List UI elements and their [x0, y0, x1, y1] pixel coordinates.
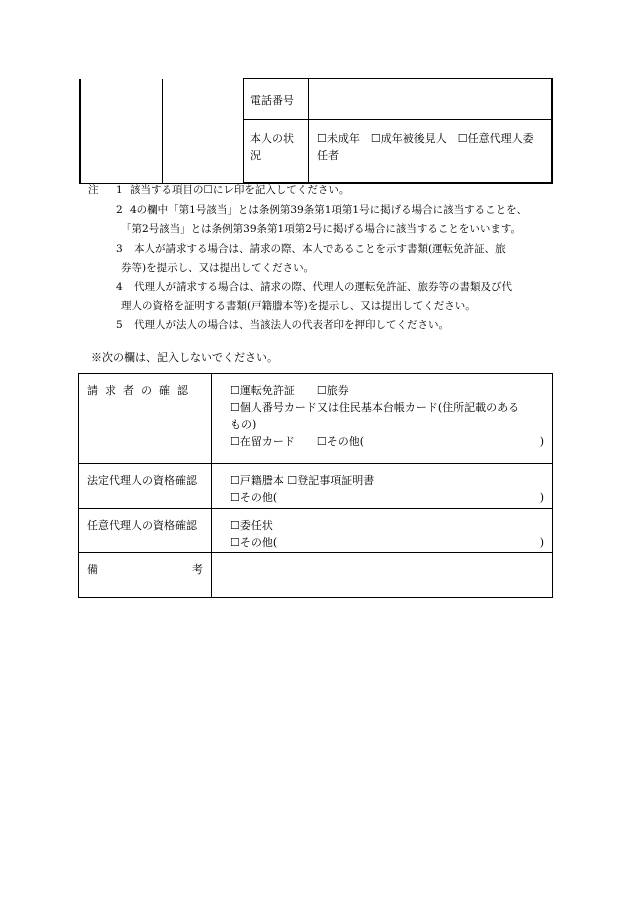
status-options-line1[interactable]: ☐未成年 ☐成年被後見人 ☐任意代理人委	[317, 132, 534, 145]
note-5: 5 代理人が法人の場合は、当該法人の代表者印を押印してください。	[116, 319, 449, 331]
requester-check-options	[212, 374, 553, 464]
status-options-line2: 任者	[317, 149, 339, 162]
note-3-cont: 券等)を提示し、又は提出してください。	[121, 262, 315, 274]
requester-line3: もの)	[230, 418, 257, 431]
note-2-cont: 「第2号該当」とは条例第39条第1項第2号に掲げる場合に該当することをいいます。	[121, 223, 522, 235]
blank-cell-1	[80, 79, 163, 184]
requester-check-label: 請求者の確認	[79, 374, 212, 464]
office-use-note: ※次の欄は、記入しないでください。	[91, 351, 278, 364]
legal-agent-line2: ☐その他( )	[230, 491, 544, 504]
upper-form-table	[79, 78, 553, 184]
note-1: 注 1 該当する項目の☐にレ印を記入してください。	[88, 181, 558, 199]
note-2: 2 4の欄中「第1号該当」とは条例第39条第1項第1号に掲げる場合に該当することを、	[116, 204, 528, 216]
phone-label: 電話番号	[244, 79, 309, 120]
remarks-field	[212, 553, 553, 598]
requester-line4: ☐在留カード ☐その他( )	[230, 435, 544, 448]
note-4-cont: 理人の資格を証明する書類(戸籍謄本等)を提示し、又は提出してください。	[121, 300, 476, 312]
voluntary-agent-line2: ☐その他( )	[230, 536, 544, 549]
status-options[interactable]	[309, 120, 553, 184]
remarks-label: 備 考	[79, 553, 212, 598]
requester-line1: ☐運転免許証 ☐旅券	[230, 384, 349, 397]
status-label: 本人の状況	[244, 120, 309, 184]
requester-line2: ☐個人番号カード又は住民基本台帳カード(住所記載のある	[230, 401, 520, 414]
note-3: 3 本人が請求する場合は、請求の際、本人であることを示す書類(運転免許証、旅	[116, 243, 506, 255]
legal-agent-check-label: 法定代理人の資格確認	[79, 464, 212, 509]
voluntary-agent-check-options	[212, 509, 553, 553]
voluntary-agent-line1: ☐委任状	[230, 519, 273, 532]
note-prefix: 注	[88, 184, 99, 196]
note-4: 4 代理人が請求する場合は、請求の際、代理人の運転免許証、旅券等の書類及び代	[116, 281, 512, 293]
legal-agent-check-options	[212, 464, 553, 509]
legal-agent-line1: ☐戸籍謄本 ☐登記事項証明書	[230, 474, 375, 487]
phone-field[interactable]	[309, 79, 553, 120]
office-use-table	[78, 373, 553, 598]
blank-cell-2	[163, 79, 244, 184]
voluntary-agent-check-label: 任意代理人の資格確認	[79, 509, 212, 553]
